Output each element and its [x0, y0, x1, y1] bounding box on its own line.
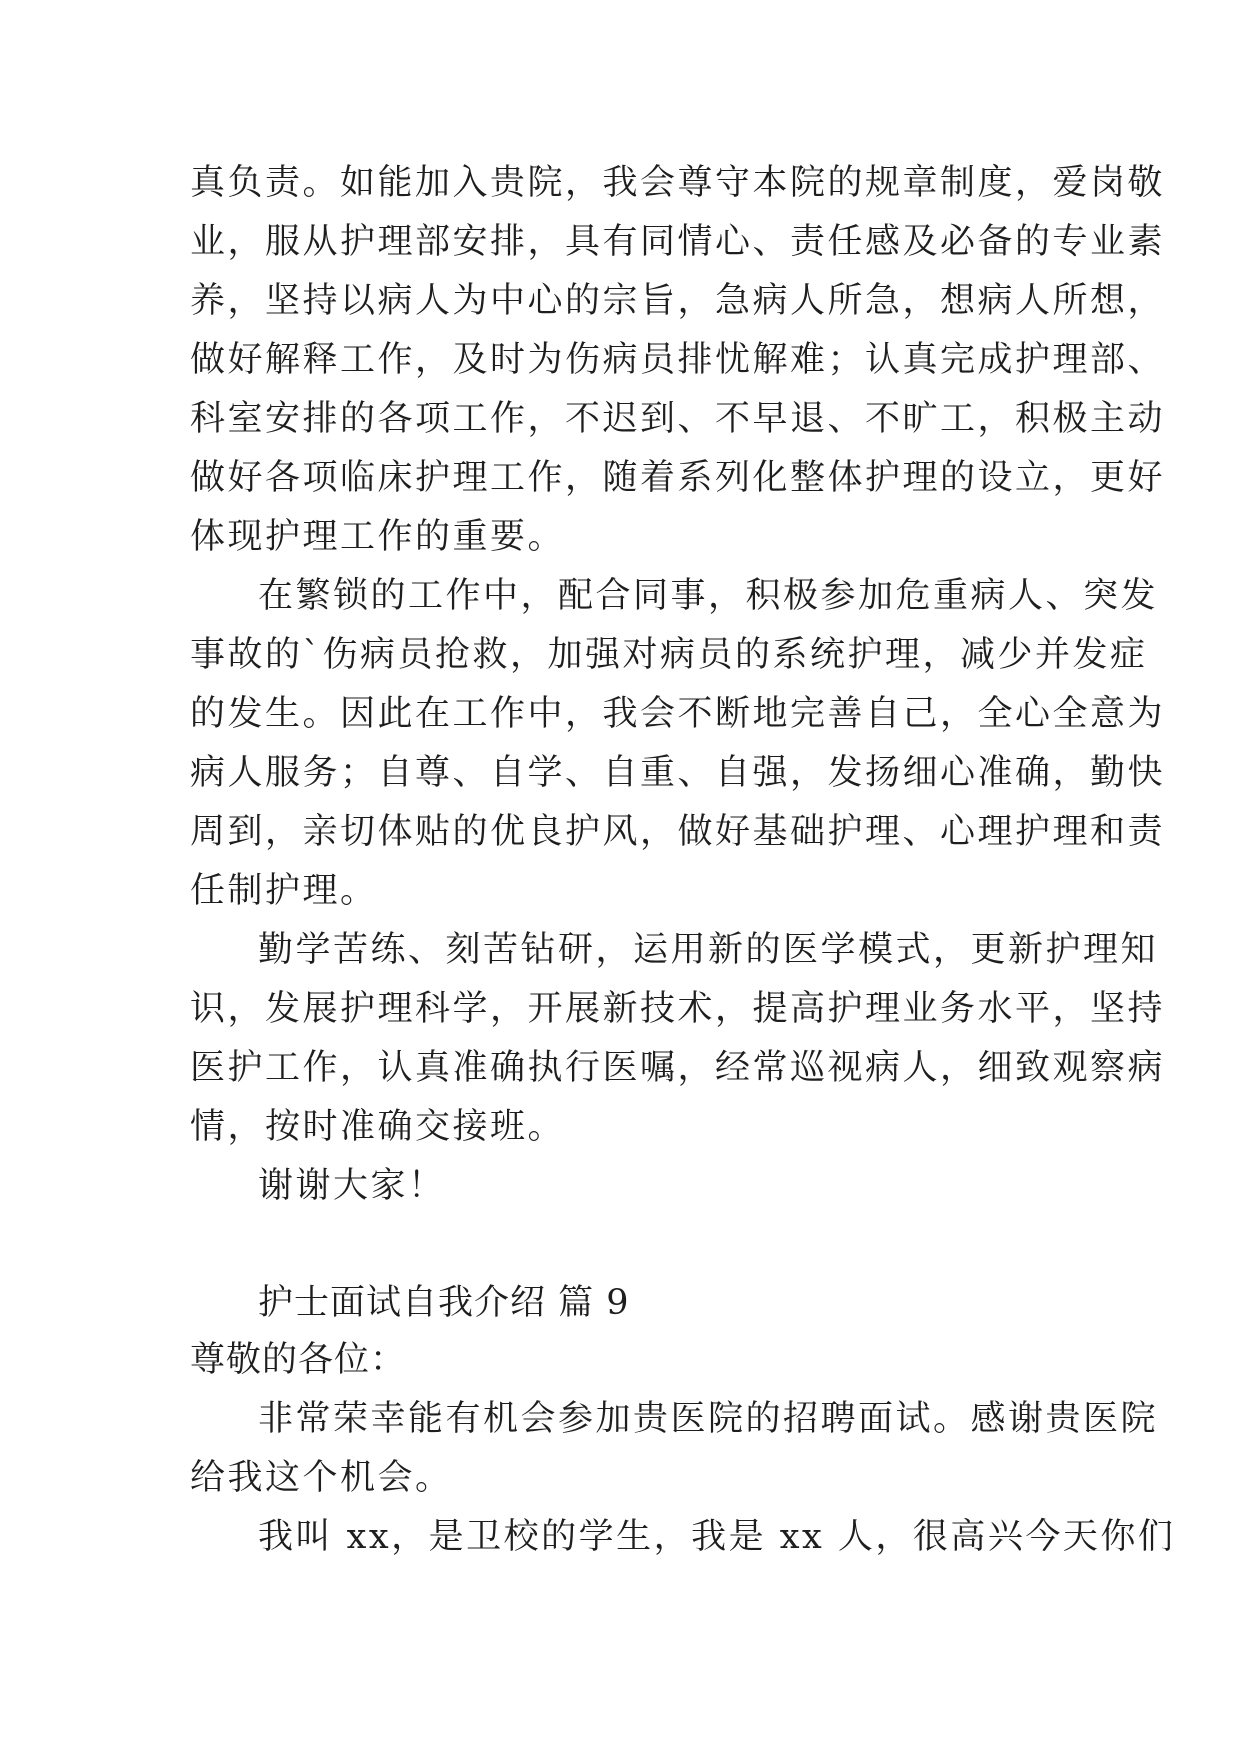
- text-line: 体现护理工作的重要。: [190, 517, 566, 557]
- closing-line: 谢谢大家！: [258, 1166, 446, 1206]
- text-line: 真负责。如能加入贵院，我会尊守本院的规章制度，爱岗敬: [190, 163, 1166, 203]
- text-line: 科室安排的各项工作，不迟到、不早退、不旷工，积极主动: [190, 399, 1166, 439]
- text-line: 在繁锁的工作中，配合同事，积极参加危重病人、突发: [258, 576, 1159, 616]
- text-line: 的发生。因此在工作中，我会不断地完善自己，全心全意为: [190, 694, 1166, 734]
- text-line: 业，服从护理部安排，具有同情心、责任感及必备的专业素: [190, 222, 1166, 262]
- text-line: 我叫 xx，是卫校的学生，我是 xx 人，很高兴今天你们: [258, 1517, 1176, 1557]
- text-line: 养，坚持以病人为中心的宗旨，急病人所急，想病人所想，: [190, 281, 1166, 321]
- section-title: 护士面试自我介绍 篇 9: [258, 1283, 630, 1323]
- text-line: 病人服务；自尊、自学、自重、自强，发扬细心准确，勤快: [190, 753, 1166, 793]
- text-line: 周到，亲切体贴的优良护风，做好基础护理、心理护理和责: [190, 812, 1166, 852]
- text-line: 识，发展护理科学，开展新技术，提高护理业务水平，坚持: [190, 989, 1166, 1029]
- salutation: 尊敬的各位：: [190, 1340, 407, 1380]
- text-line: 事故的`伤病员抢救，加强对病员的系统护理，减少并发症: [190, 635, 1148, 675]
- text-line: 勤学苦练、刻苦钻研，运用新的医学模式，更新护理知: [258, 930, 1159, 970]
- text-line: 任制护理。: [190, 871, 378, 911]
- text-line: 非常荣幸能有机会参加贵医院的招聘面试。感谢贵医院: [258, 1399, 1159, 1439]
- text-line: 做好各项临床护理工作，随着系列化整体护理的设立，更好: [190, 458, 1166, 498]
- text-line: 给我这个机会。: [190, 1458, 453, 1498]
- text-line: 医护工作，认真准确执行医嘱，经常巡视病人，细致观察病: [190, 1048, 1166, 1088]
- text-line: 情，按时准确交接班。: [190, 1107, 566, 1147]
- text-line: 做好解释工作，及时为伤病员排忧解难；认真完成护理部、: [190, 340, 1166, 380]
